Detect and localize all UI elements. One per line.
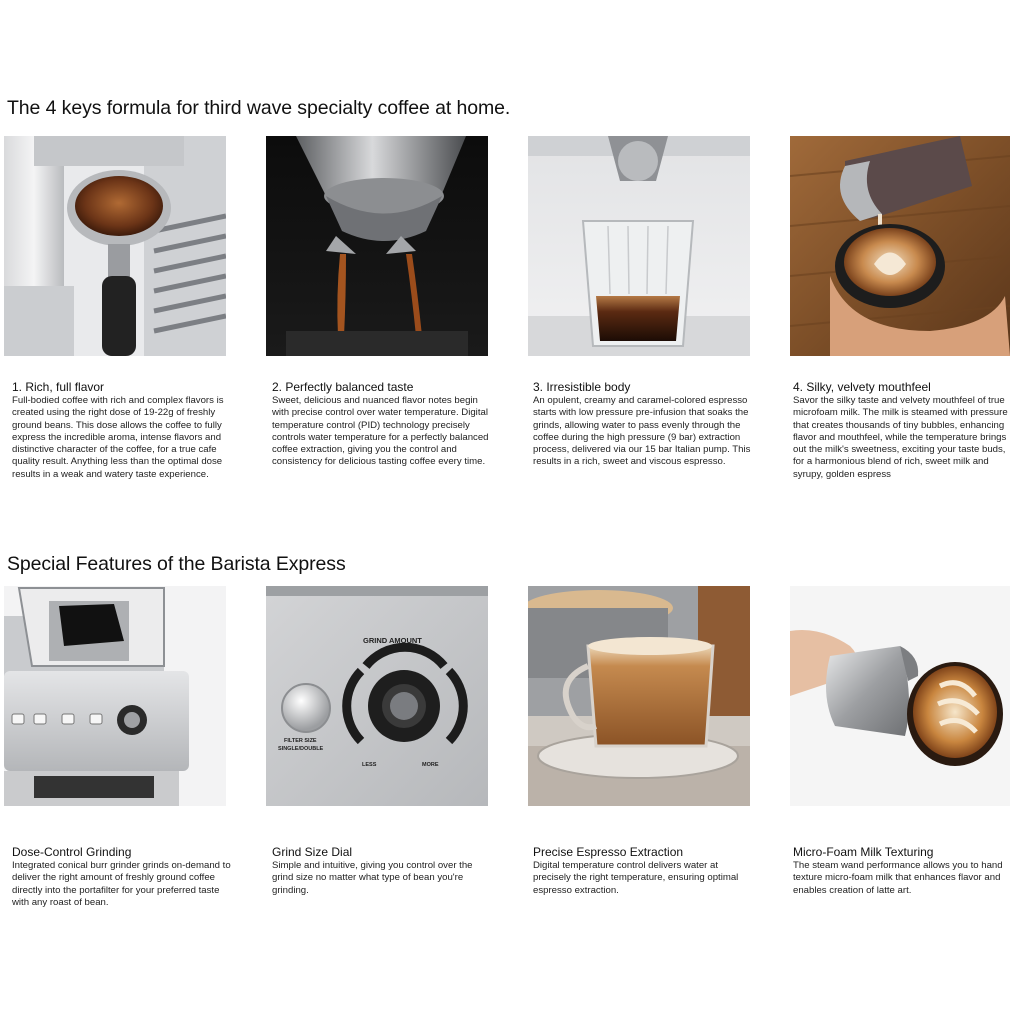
- feature-card-balanced-taste: [272, 381, 496, 469]
- card-description: Sweet, delicious and nuanced flavor notes begin with precise control over water temperature. Digital temperature control (PID) technology precisely controls water temperature for a perfectly balanced coffee extraction, giving you the control and consistency for delicious tasting coffee every time.: [272, 395, 489, 468]
- filter-size-label: FILTER SIZE: [284, 738, 317, 744]
- espresso-extraction-photo: [266, 136, 488, 356]
- card-description: An opulent, creamy and caramel-colored espresso starts with low pressure pre-infusion that soaks the grinds, allowing water to pass evenly through the coffee during the high pressure (9 bar) extraction process, delivered via our 15 bar Italian pump. This results in a rich, sweet and viscous espresso.: [533, 395, 751, 468]
- feature-card-silky-mouthfeel: [793, 381, 1017, 481]
- card-description: Integrated conical burr grinder grinds on-demand to deliver the right amount of freshly ground coffee directly into the portafilter for your preferred taste with any roast of bean.: [12, 860, 231, 908]
- grind-size-dial-photo: [266, 586, 488, 806]
- feature-card-irresistible-body: [533, 381, 757, 469]
- grind-amount-label: GRIND AMOUNT: [363, 636, 422, 645]
- card-description: Savor the silky taste and velvety mouthfeel of true microfoam milk. The milk is steamed with pressure that creates thousands of tiny bubbles, enhancing flavor and mouthfeel, while the temperature brings out the milk's sweetness, exciting your taste buds, for a harmonious blend of rich, sweet milk and syrupy, golden espress: [793, 395, 1008, 480]
- card-description: The steam wand performance allows you to hand texture micro-foam milk that enhances flavor and enables creation of latte art.: [793, 860, 1003, 896]
- card-title: Dose-Control Grinding: [12, 845, 132, 859]
- card-title: Precise Espresso Extraction: [533, 845, 684, 859]
- latte-art-pour-photo: [790, 136, 1010, 356]
- feature-card-milk-texturing: [793, 846, 1017, 897]
- section-heading-special-features: Special Features of the Barista Express: [7, 553, 346, 575]
- feature-card-dose-control: [12, 846, 236, 909]
- grinder-hopper-photo: [4, 586, 226, 806]
- card-title: Micro-Foam Milk Texturing: [793, 845, 934, 859]
- section-heading-four-keys: The 4 keys formula for third wave specialty coffee at home.: [7, 97, 511, 119]
- card-description: Full-bodied coffee with rich and complex flavors is created using the right dose of 19-22g of freshly ground beans. This dose allows the coffee to fully express the incredible aroma, intense flavors and distinctive character of the coffee, for a true cafe quality result. Anything less than the optimal dose results in a weak and watery taste experience.: [12, 395, 224, 480]
- feature-card-rich-flavor: [12, 381, 236, 481]
- card-title: 2. Perfectly balanced taste: [272, 380, 414, 394]
- latte-glass-cup-photo: [528, 586, 750, 806]
- espresso-glass-photo: [528, 136, 750, 356]
- less-label: LESS: [362, 762, 377, 768]
- single-double-label: SINGLE/DOUBLE: [278, 746, 324, 752]
- espresso-portafilter-photo: [4, 136, 226, 356]
- card-title: 1. Rich, full flavor: [12, 380, 105, 394]
- feature-card-espresso-extraction: [533, 846, 757, 897]
- card-description: Digital temperature control delivers water at precisely the right temperature, ensuring optimal espresso extraction.: [533, 860, 739, 896]
- card-description: Simple and intuitive, giving you control over the grind size no matter what type of bean you're grinding.: [272, 860, 473, 896]
- more-label: MORE: [422, 762, 439, 768]
- card-title: 4. Silky, velvety mouthfeel: [793, 380, 931, 394]
- card-title: Grind Size Dial: [272, 845, 353, 859]
- feature-card-grind-size: [272, 846, 496, 897]
- milk-pitcher-photo: [790, 586, 1010, 806]
- card-title: 3. Irresistible body: [533, 380, 631, 394]
